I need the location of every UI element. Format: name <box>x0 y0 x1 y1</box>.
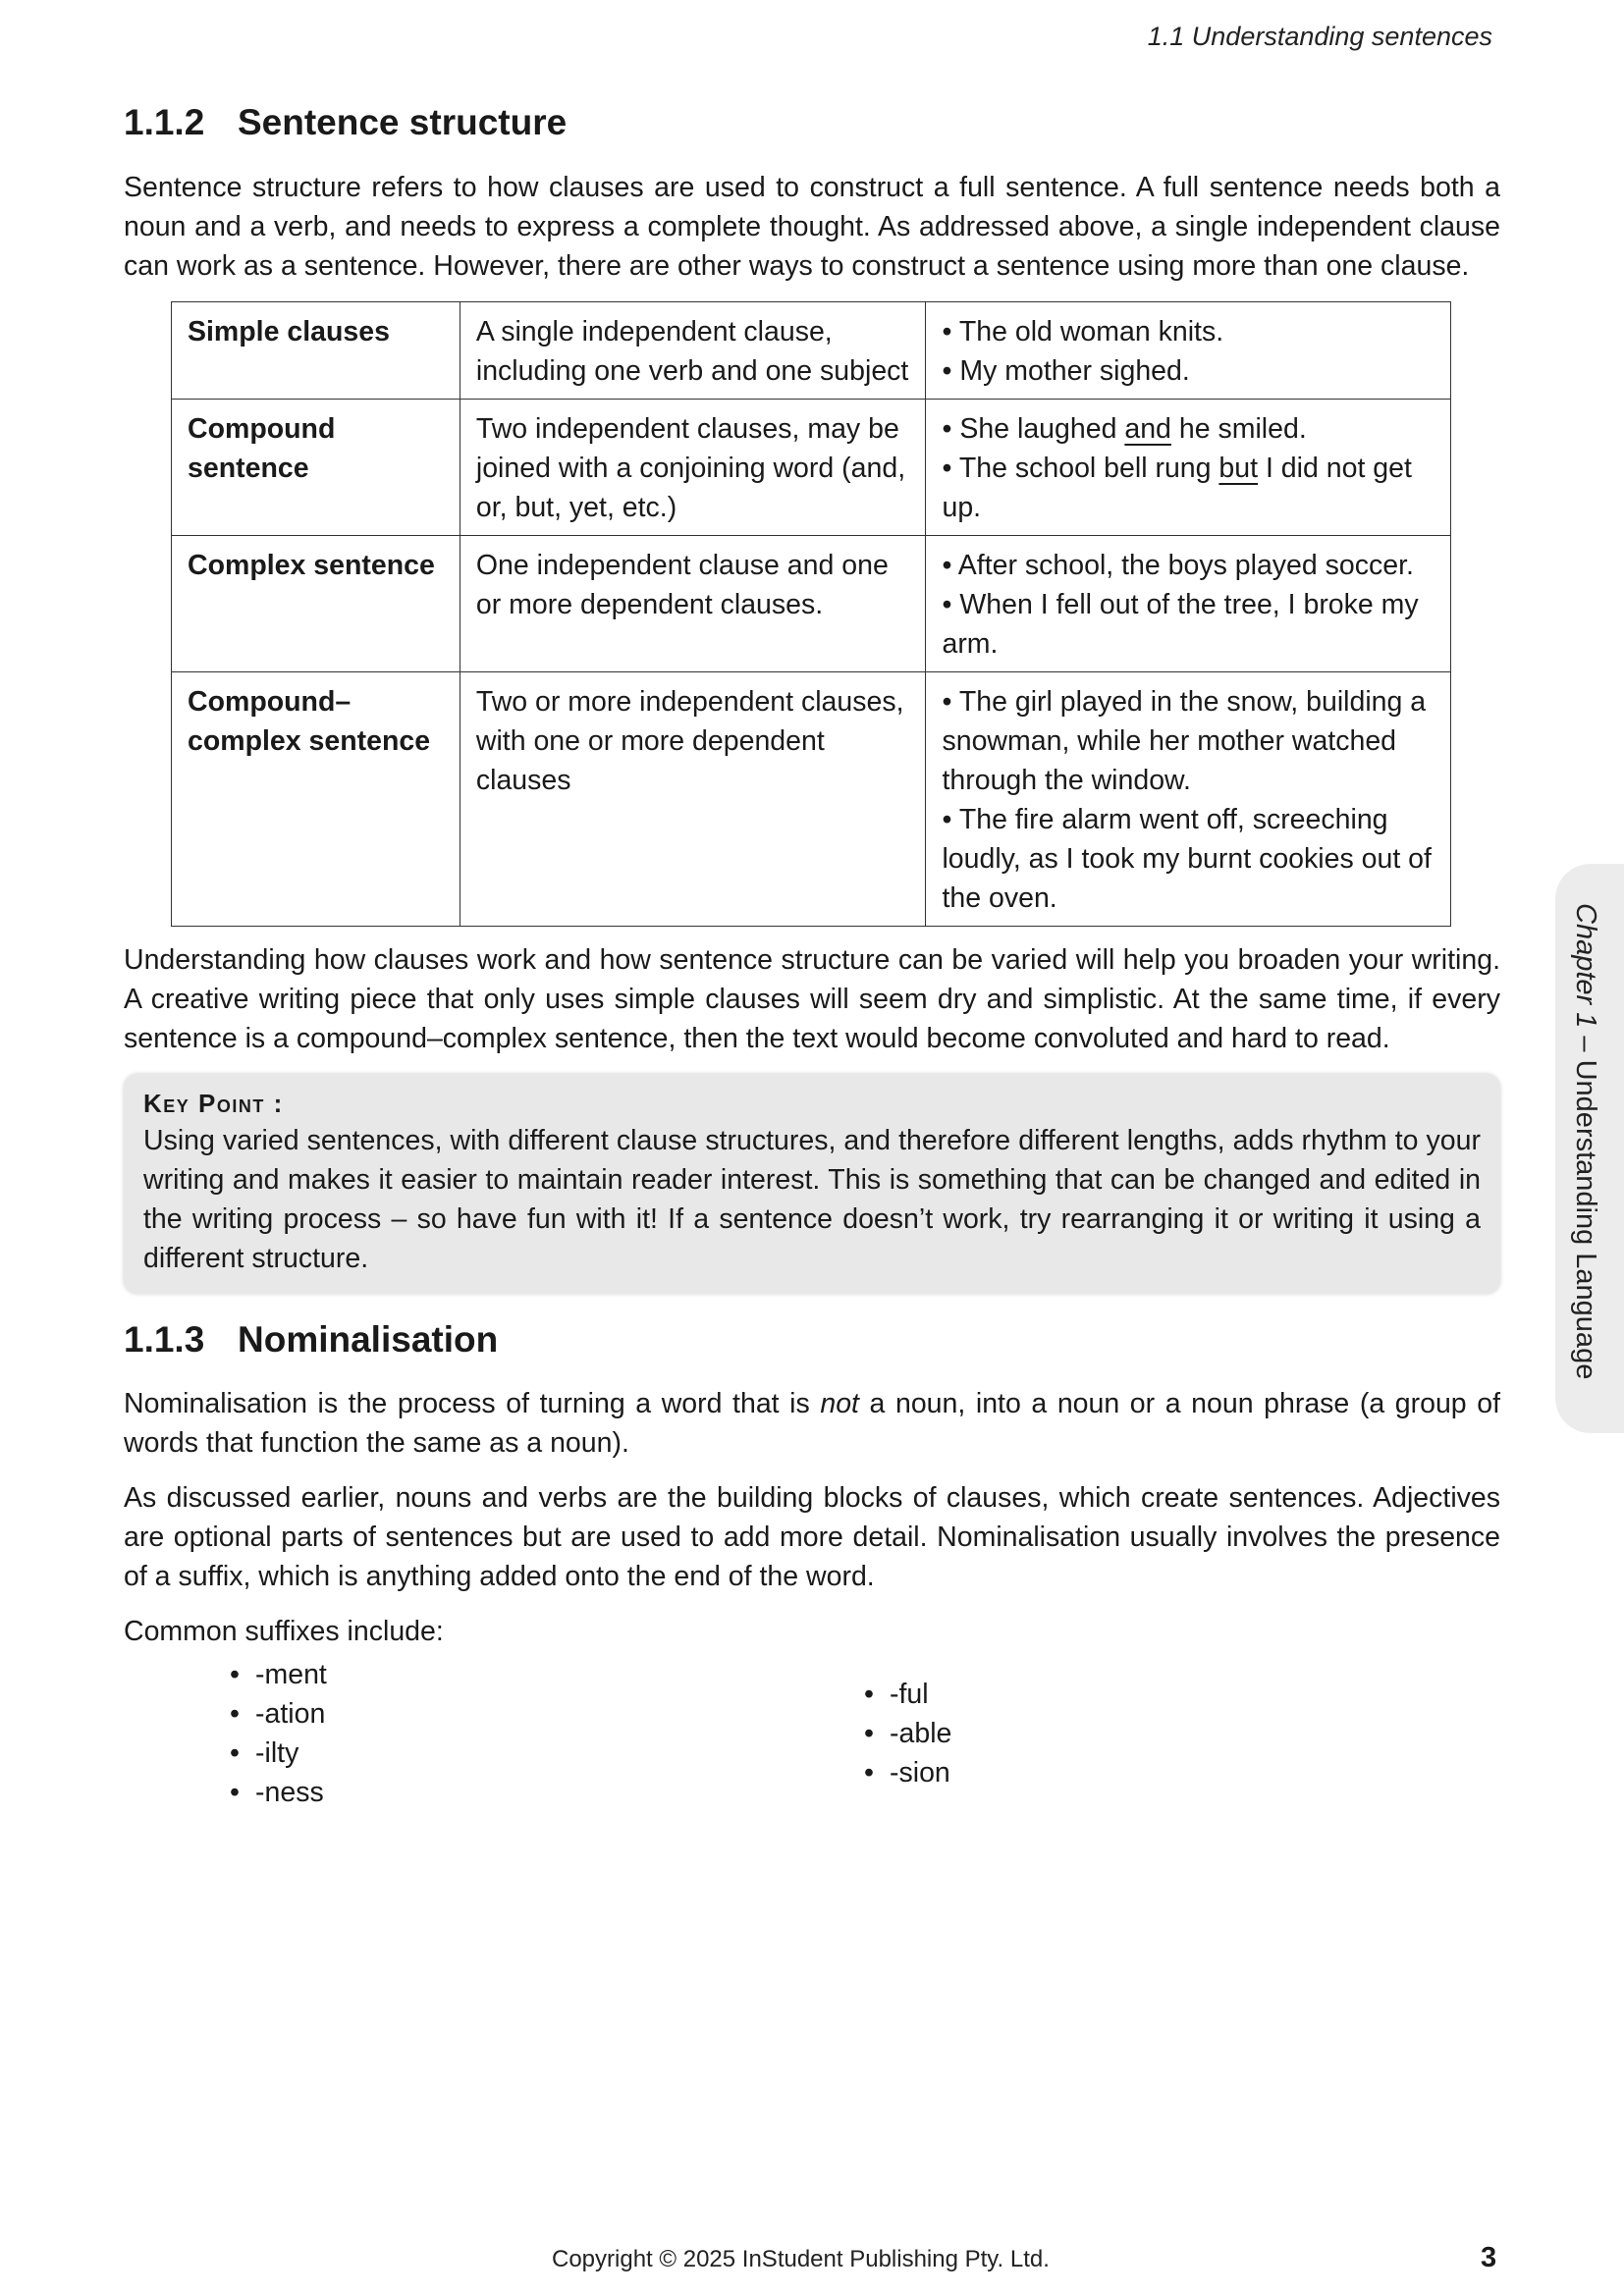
nominalisation-explanation-paragraph: As discussed earlier, nouns and verbs are the building blocks of clauses, which create sentences. Adjectives are optional parts of sentences but are used to add more detail. Nominalisation usually involves the presence of a suffix, which is anything added onto the end of the word. <box>124 1482 1500 1593</box>
sentence-type-cell: Complex sentence <box>172 535 460 671</box>
suffix-item: • -ilty <box>230 1734 327 1773</box>
page-content <box>124 102 1500 1809</box>
conjunction-underlined: but <box>1218 452 1259 484</box>
suffix-item: • -sion <box>864 1753 951 1792</box>
table-row <box>172 535 1451 671</box>
examples-cell <box>926 301 1451 399</box>
chapter-side-tab <box>1555 864 1624 1433</box>
example-text: • The school bell rung <box>942 452 1219 484</box>
example-text: • My mother sighed. <box>942 354 1190 387</box>
suffix-list-column-2 <box>864 1675 951 1792</box>
description-cell: Two independent clauses, may be joined with a conjoining word (and, or, but, yet, etc.) <box>460 399 926 535</box>
example-sentence <box>942 409 1435 449</box>
chapter-side-tab-label <box>1569 903 1601 1379</box>
sentence-structure-table <box>171 301 1451 927</box>
suffix-list-column-1 <box>230 1655 327 1812</box>
key-point-box <box>124 1074 1500 1294</box>
suffix-list <box>124 1655 1500 1809</box>
page-number: 3 <box>1481 2242 1497 2273</box>
suffix-item: • -ful <box>864 1675 951 1714</box>
example-sentence <box>942 800 1435 918</box>
examples-cell <box>926 671 1451 926</box>
example-text: • The fire alarm went off, screeching loudly, as I took my burnt cookies out of the oven. <box>942 803 1432 914</box>
example-sentence <box>942 585 1435 664</box>
nominalisation-definition-paragraph <box>124 1384 1500 1463</box>
table-row <box>172 671 1451 926</box>
example-text: he smiled. <box>1170 412 1307 445</box>
sentence-type-cell: Compound sentence <box>172 399 460 535</box>
table-row <box>172 399 1451 535</box>
chapter-dash: – <box>1570 1028 1601 1060</box>
table-row <box>172 301 1451 399</box>
examples-cell <box>926 535 1451 671</box>
example-sentence <box>942 351 1435 391</box>
sentence-type-cell: Compound–complex sentence <box>172 671 460 926</box>
chapter-title: Understanding Language <box>1570 1059 1601 1380</box>
example-text: • After school, the boys played soccer. <box>942 549 1414 581</box>
conjunction-underlined: and <box>1124 412 1171 445</box>
example-text: • She laughed <box>942 412 1125 445</box>
description-cell: A single independent clause, including one verb and one subject <box>460 301 926 399</box>
section-heading-sentence-structure <box>124 102 1500 144</box>
structure-summary-paragraph: Understanding how clauses work and how sentence structure can be varied will help you broaden your writing. A creative writing piece that only uses simple clauses will seem dry and simplistic. At the same time, if every sentence is a compound–complex sentence, then the text would become convoluted and hard to read. <box>124 943 1500 1054</box>
key-point-title: Key Point : <box>143 1088 284 1118</box>
example-text: • The old woman knits. <box>942 315 1224 347</box>
section-title: Sentence structure <box>238 102 568 142</box>
suffix-item: • -ment <box>230 1655 327 1694</box>
examples-cell <box>926 399 1451 535</box>
description-cell: Two or more independent clauses, with one or more dependent clauses <box>460 671 926 926</box>
example-text: • When I fell out of the tree, I broke my arm. <box>942 588 1419 660</box>
structure-intro-paragraph: Sentence structure refers to how clauses are used to construct a full sentence. A full sentence needs both a noun and a verb, and needs to express a complete thought. As addressed above, a single independent clause can work as a sentence. However, there are other ways to construct a sentence using more than one clause. <box>124 171 1500 282</box>
section-title: Nominalisation <box>238 1318 499 1360</box>
suffix-item: • -able <box>864 1714 951 1753</box>
example-text: • The girl played in the snow, building a snowman, while her mother watched through the window. <box>942 685 1427 796</box>
sentence-type-cell: Simple clauses <box>172 301 460 399</box>
definition-text-end: a noun, into a noun or a noun phrase (a group of words that function the same as a noun). <box>124 1388 1500 1460</box>
example-sentence <box>942 546 1435 585</box>
example-sentence <box>942 449 1435 527</box>
suffix-intro: Common suffixes include: <box>124 1616 444 1648</box>
example-sentence <box>942 682 1435 800</box>
definition-text-start: Nominalisation is the process of turning a word that is <box>124 1388 821 1420</box>
section-number: 1.1.2 <box>124 102 205 142</box>
example-sentence <box>942 312 1435 351</box>
suffix-item: • -ness <box>230 1773 327 1812</box>
section-number: 1.1.3 <box>124 1318 205 1360</box>
description-cell: One independent clause and one or more dependent clauses. <box>460 535 926 671</box>
running-head: 1.1 Understanding sentences <box>1147 22 1492 51</box>
chapter-number: Chapter 1 <box>1570 903 1601 1029</box>
suffix-item: • -ation <box>230 1694 327 1734</box>
section-heading-nominalisation <box>124 1319 1500 1362</box>
example-text: I did not get up. <box>942 452 1412 523</box>
definition-emphasis: not <box>820 1388 859 1420</box>
key-point-text: Using varied sentences, with different clause structures, and therefore different lengths, adds rhythm to your writing and makes it easier to maintain reader interest. This is something that can be changed and edited in the writing process – so have fun with it! If a sentence doesn’t work, try rearranging it or writing it using a different structure. <box>143 1124 1481 1274</box>
copyright-notice: Copyright © 2025 InStudent Publishing Pty. Ltd. <box>552 2246 1050 2272</box>
